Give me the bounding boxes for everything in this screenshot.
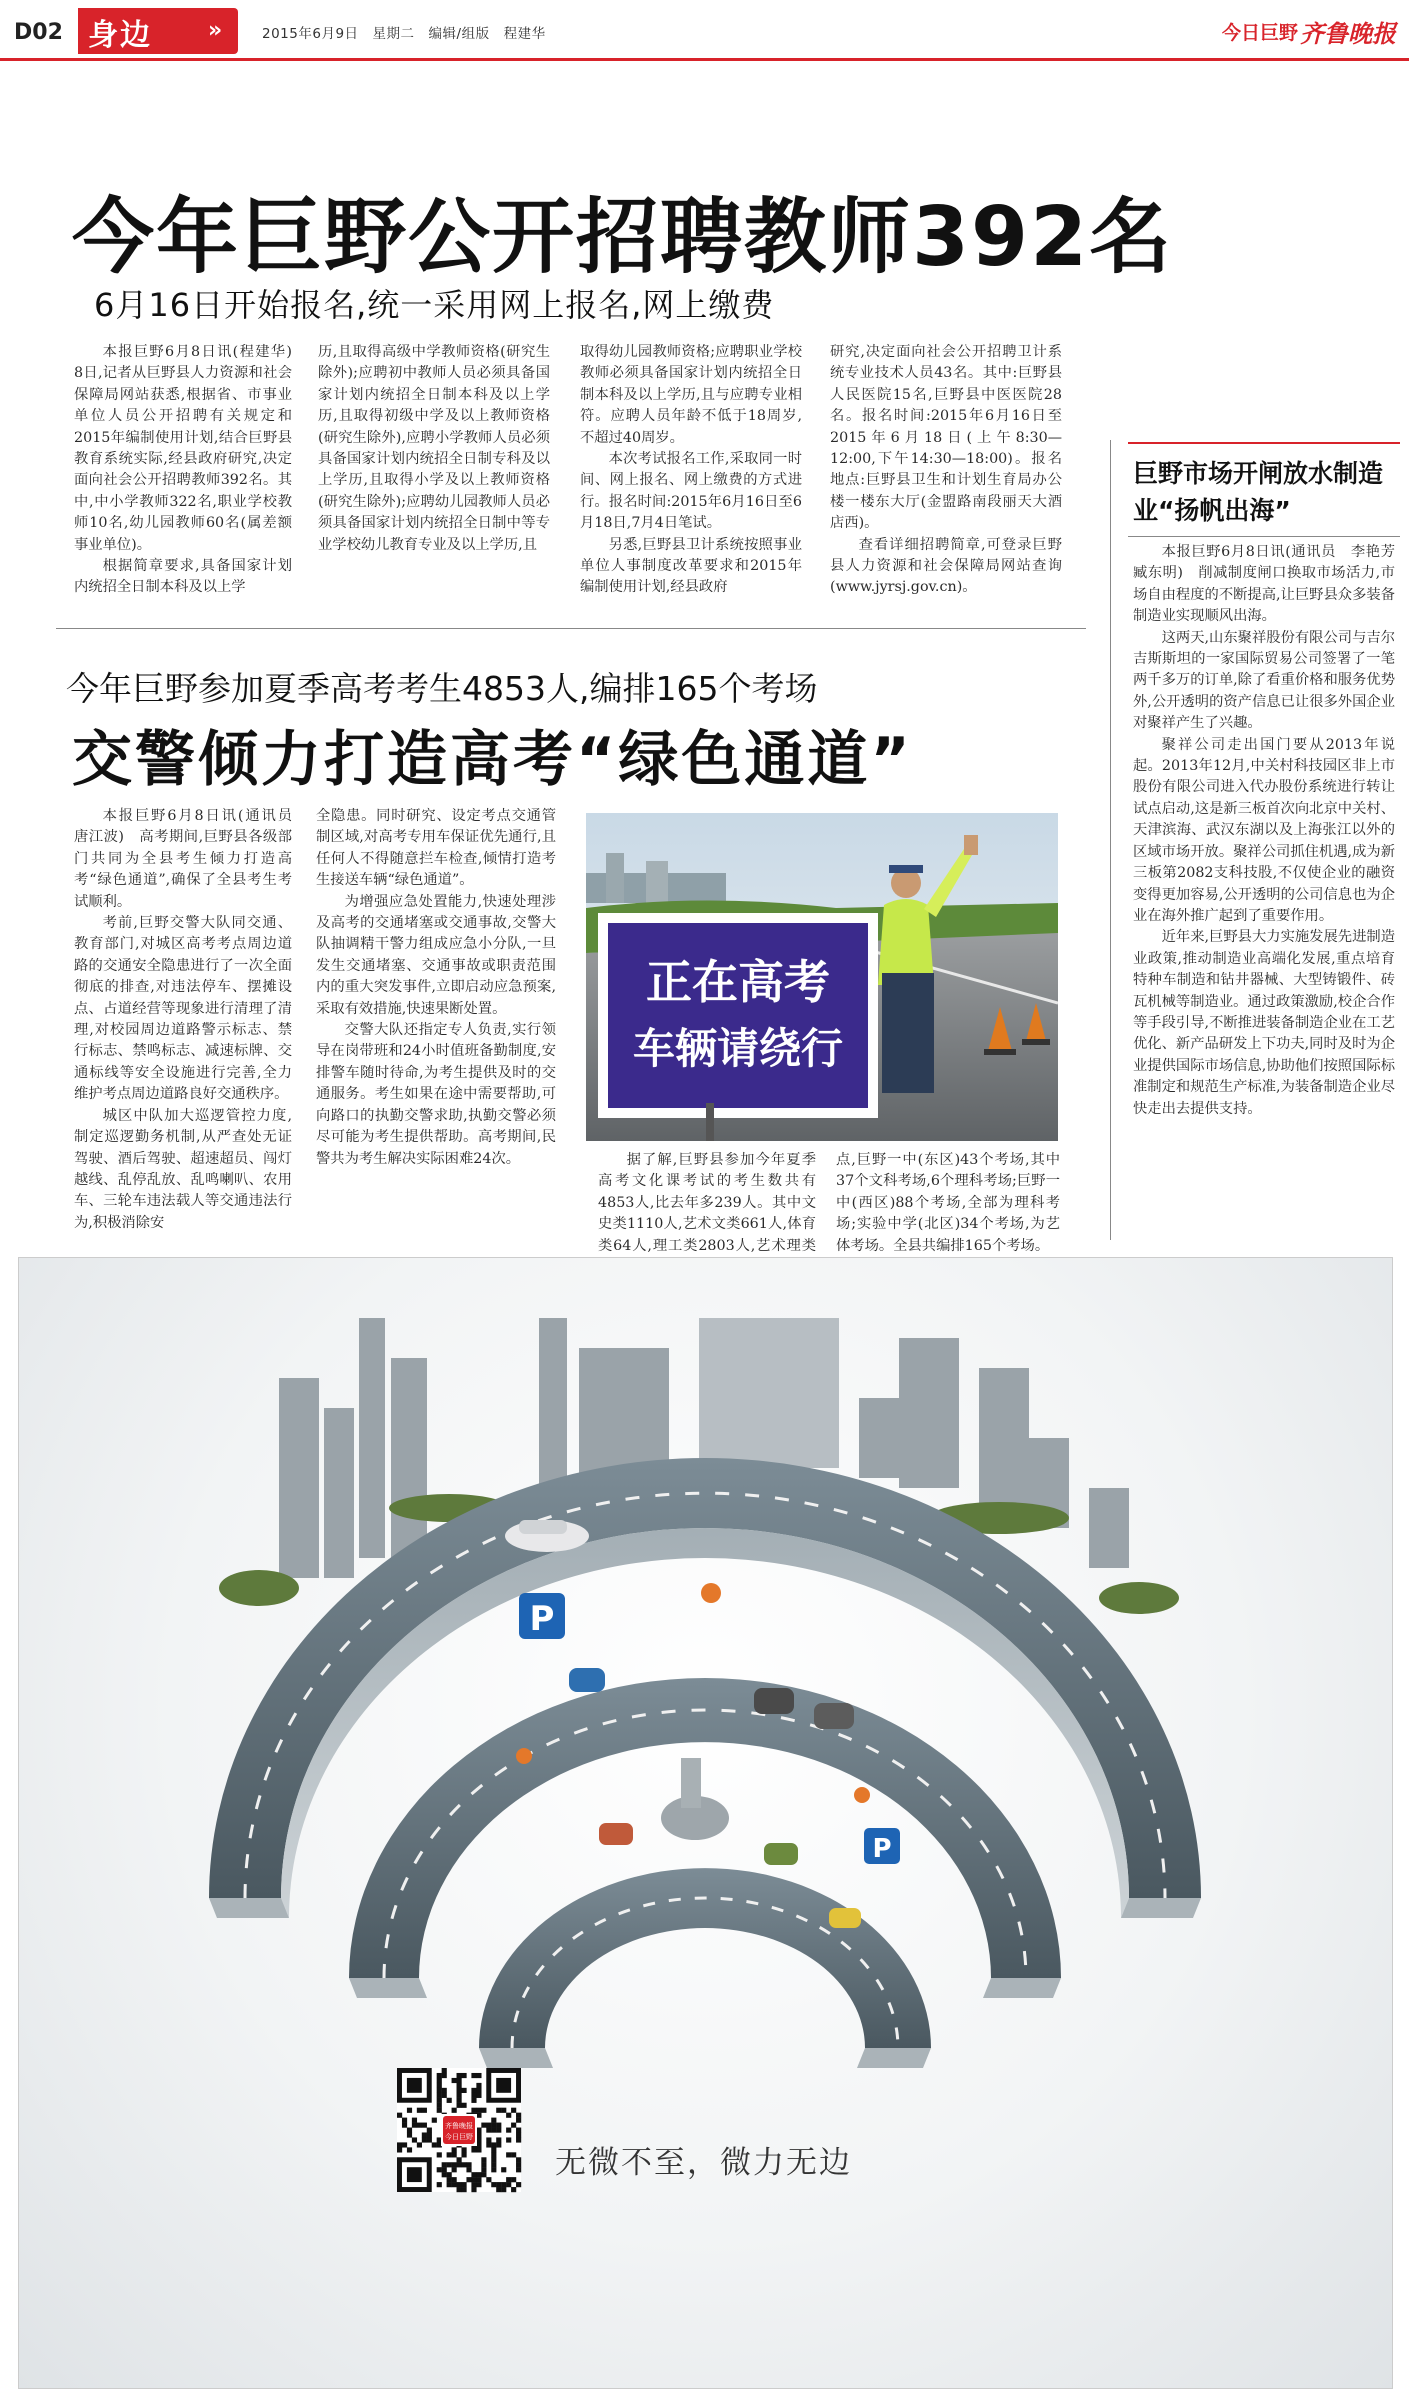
page-number: D02 bbox=[14, 20, 63, 45]
article1-para: 研究,决定面向社会公开招聘卫计系统专业技术人员43名。其中:巨野县人民医院15名,巨野县中医医院28名。报名时间:2015年6月16日至2015年6月18日(上午8:30—12:00,下午14:30—18:00)。报名地点:巨野县卫生和计划生育局办公楼一楼东大厅(金盟路南段丽天大酒店西)。 bbox=[830, 344, 1062, 532]
article3-para: 本报巨野6月8日讯(通讯员 李艳芳 臧东明) 削减制度闸口换取市场活力,市场自由程度的不断提高,让巨野县众多装备制造业实现顺风出海。 bbox=[1133, 544, 1409, 625]
article3-headline: 巨野市场开闸放水制造业“扬帆出海” bbox=[1133, 459, 1384, 525]
article1-col3 bbox=[580, 342, 802, 599]
article1-para: 本次考试报名工作,采取同一时间、网上报名、网上缴费的方式进行。报名时间:2015年6月16日至6月18日,7月4日笔试。 bbox=[580, 451, 802, 532]
article1-col2 bbox=[318, 342, 550, 556]
article2-para: 据了解,巨野县参加今年夏季高考文化课考试的考生数共有4853人,比去年多239人。其中文史类1110人,艺术文类661人,体育类64人,理工类2803人,艺术理类 bbox=[598, 1152, 816, 1254]
advertisement bbox=[18, 1257, 1393, 2389]
article2-col1 bbox=[74, 806, 307, 1234]
article2-col2 bbox=[316, 806, 556, 1170]
article1-para: 另悉,巨野县卫计系统按照事业单位人事制度改革要求和2015年编制使用计划,经县政府 bbox=[580, 536, 802, 596]
parking-sign-small: P bbox=[872, 1834, 892, 1864]
article2-para: 交警大队还指定专人负责,实行领导在岗带班和24小时值班备勤制度,安排警车随时待命,为考生提供及时的交通服务。考生如果在途中需要帮助,可向路口的执勤交警求助,执勤交警必须尽可能为考生提供帮助。高考期间,民警共为考生解决实际困难24次。 bbox=[316, 1022, 556, 1167]
article2-para: 本报巨野6月8日讯(通讯员 唐江波) 高考期间,巨野县各级部门共同为全县考生倾力打造高考“绿色通道”,确保了全县考生考试顺利。 bbox=[74, 808, 307, 910]
sign-text-line2: 车辆请绕行 bbox=[632, 1024, 844, 1073]
article2-headline: 交警倾力打造高考“绿色通道” bbox=[72, 725, 913, 795]
brand-local: 今日巨野 bbox=[1222, 22, 1299, 44]
photo-illustration bbox=[586, 813, 1058, 1141]
article2-col4 bbox=[836, 1150, 1060, 1257]
article1-headline: 今年巨野公开招聘教师392名 bbox=[72, 190, 1174, 285]
sidebar-title-rule bbox=[1128, 442, 1400, 444]
ad-slogan: 无微不至，微力无边 bbox=[555, 2145, 852, 2181]
sidebar-title-underline bbox=[1128, 536, 1400, 537]
divider bbox=[56, 628, 1086, 629]
article1-para: 查看详细招聘简章,可登录巨野县人力资源和社会保障局网站查询(www.jyrsj.gov.cn)。 bbox=[830, 536, 1062, 596]
qr-badge-paper: 齐鲁晚报 bbox=[445, 2122, 473, 2130]
sign-text-line1: 正在高考 bbox=[646, 955, 830, 1009]
article2-pretitle: 今年巨野参加夏季高考考生4853人,编排165个考场 bbox=[66, 669, 818, 708]
traffic-police-photo bbox=[586, 813, 1058, 1141]
parking-sign-large: P bbox=[529, 1599, 555, 1639]
section-name: 身边 bbox=[88, 18, 152, 53]
issue-meta: 2015年6月9日 星期二 编辑/组版 程建华 bbox=[262, 26, 546, 42]
header-rule bbox=[0, 58, 1409, 61]
article3-para: 聚祥公司走出国门要从2013年说起。2013年12月,中关村科技园区非上市股份有限公司进入代办股份系统进行转让试点启动,这是新三板首次向北京中关村、天津滨海、武汉东湖以及上海张江以外的区域市场开放。聚祥公司抓住机遇,成为新三板第2082支科技股,不仅使企业的融资变得更加容易,公开透明的公司信息也为企业在海外推广起到了重要作用。 bbox=[1133, 736, 1395, 924]
article1-col1 bbox=[74, 342, 307, 599]
article2-para: 点,巨野一中(东区)43个考场,其中37个文科考场,6个理科考场;巨野一中(西区)88个考场,全部为理科考场;实验中学(北区)34个考场,为艺体考场。全县共编排165个考场。 bbox=[836, 1152, 1060, 1254]
article1-para: 取得幼儿园教师资格;应聘职业学校教师必须具备国家计划内统招全日制本科及以上学历,且与应聘专业相符。应聘人员年龄不低于18周岁,不超过40周岁。 bbox=[580, 344, 802, 446]
qr-code bbox=[397, 2068, 521, 2192]
article2-para: 全隐患。同时研究、设定考点交通管制区域,对高考专用车保证优先通行,且任何人不得随意拦车检查,倾情打造考生接送车辆“绿色通道”。 bbox=[316, 808, 556, 889]
brand-paper-logo: 齐鲁晚报 bbox=[1300, 19, 1396, 48]
article3-body bbox=[1133, 542, 1409, 1120]
article1-para: 本报巨野6月8日讯(程建华) 8日,记者从巨野县人力资源和社会保障局网站获悉,根据省、市事业单位人员公开招聘有关规定和2015年编制使用计划,结合巨野县教育系统实际,经县政府研究,决定面向社会公开招聘教师392名。其中,中小学教师322名,职业学校教师10名,幼儿园教师60名(属差额事业单位)。 bbox=[74, 344, 307, 553]
article1-para: 历,且取得高级中学教师资格(研究生除外);应聘初中教师人员必须具备国家计划内统招全日制本科及以上学历,且取得初级中学及以上教师资格(研究生除外),应聘小学教师人员必须具备国家计划内统招全日制专科及以上学历,且取得小学及以上教师资格(研究生除外);应聘幼儿园教师人员必须具备国家计划内统招全日制中等专业学校幼儿教育专业及以上学历,且 bbox=[318, 344, 550, 553]
article3-para: 近年来,巨野县大力实施发展先进制造业政策,推动制造业高端化发展,重点培育特种车制造和钻井器械、大型铸锻件、砖瓦机械等制造业。通过政策激励,校企合作等手段引导,不断推进装备制造企业在工艺优化、新产品研发上下功夫,同时及时为企业提供国际市场信息,协助他们按照国际标准制定和规范生产标准,为装备制造企业尽快走出去提供支持。 bbox=[1133, 929, 1395, 1117]
article1-col4 bbox=[830, 342, 1062, 599]
ad-illustration bbox=[19, 1258, 1392, 2388]
article2-para: 为增强应急处置能力,快速处理涉及高考的交通堵塞或交通事故,交警大队抽调精干警力组成应急小分队,一旦发生交通堵塞、交通事故或职责范围内的重大突发事件,立即启动应急预案,采取有效措施,快速果断处置。 bbox=[316, 893, 556, 1017]
article3-para: 这两天,山东聚祥股份有限公司与吉尔吉斯斯坦的一家国际贸易公司签署了一笔两千多万的订单,除了看重价格和服务优势外,公开透明的资产信息已让很多外国企业对聚祥产生了兴趣。 bbox=[1133, 629, 1395, 732]
article1-subheadline: 6月16日开始报名,统一采用网上报名,网上缴费 bbox=[94, 286, 775, 324]
article2-para: 考前,巨野交警大队同交通、教育部门,对城区高考考点周边道路的交通安全隐患进行了一次全面彻底的排查,对违法停车、摆摊设点、占道经营等现象进行清理了清理,对校园周边道路警示标志、禁行标志、禁鸣标志、减速标牌、交通标线等安全设施进行完善,全力维护考点周边道路良好交通秩序。 bbox=[74, 915, 292, 1103]
sidebar-divider bbox=[1110, 440, 1111, 1240]
qr-badge-local: 今日巨野 bbox=[445, 2133, 473, 2141]
chevron-right-icon: » bbox=[208, 18, 223, 43]
article2-para: 城区中队加大巡逻管控力度,制定巡逻勤务机制,从严查处无证驾驶、酒后驾驶、超速超员、闯灯越线、乱停乱放、乱鸣喇叭、农用车、三轮车违法载人等交通违法行为,积极消除安 bbox=[74, 1107, 292, 1231]
article1-para: 根据简章要求,具备国家计划内统招全日制本科及以上学 bbox=[74, 558, 292, 596]
